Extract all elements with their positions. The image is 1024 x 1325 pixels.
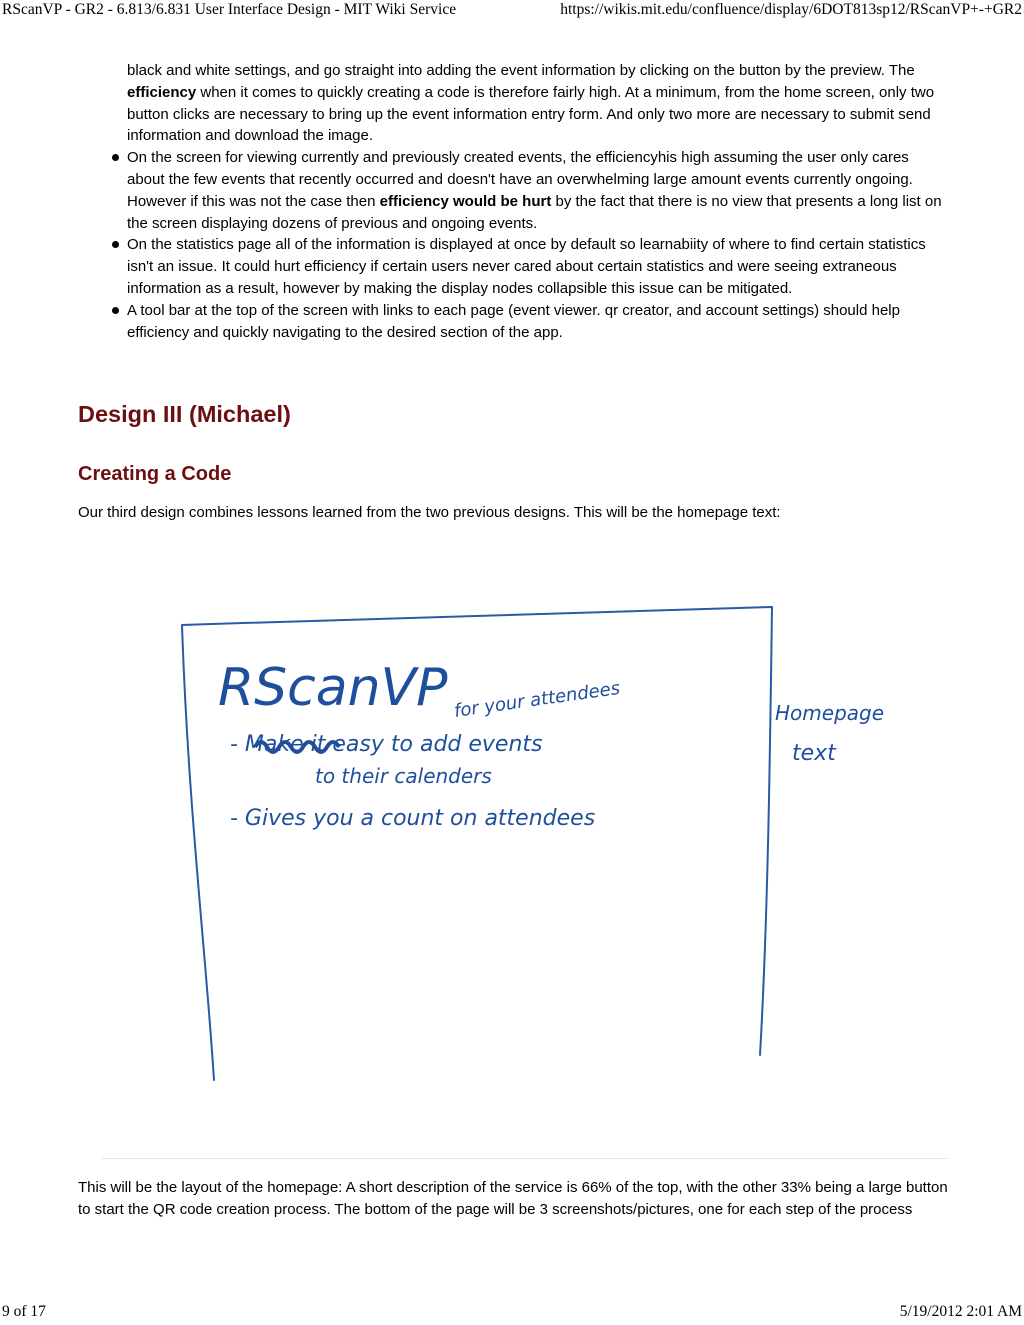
sketch-side-label-2: text <box>792 741 836 766</box>
page-title-header: RScanVP - GR2 - 6.813/6.831 User Interface Design - MIT Wiki Service <box>2 1 457 18</box>
sketch-side-label-1: Homepage <box>775 701 885 725</box>
sketch-line-1: - Make it easy to add events <box>230 732 543 757</box>
page-url-header: https://wikis.mit.edu/confluence/display/6DOT813sp12/RScanVP+-+GR2 <box>560 1 1022 18</box>
subsection-heading: Creating a Code <box>78 463 232 485</box>
homepage-sketch-image <box>100 555 960 1155</box>
bullet-dot-icon <box>112 307 119 314</box>
sketch-line-2: - Gives you a count on attendees <box>230 806 596 831</box>
list-item-text: On the statistics page all of the information is displayed at once by default so learnabiity of where to find certain statistics isn't an issue. It could hurt efficiency if certain users never cared about certain statistics and were seeing extraneous information as a result, however by making the display nodes collapsible this issue can be mitigated. <box>127 236 926 297</box>
image-bottom-edge <box>102 1158 947 1159</box>
list-item <box>127 147 949 234</box>
list-item-text: On the screen for viewing currently and previously created events, the efficiencyhis high assuming the user only cares about the few events that recently occurred and doesn't have an overwhelming large amount events currently ongoing. However if this was not the case then <box>127 149 913 210</box>
bullet-dot-icon <box>112 241 119 248</box>
list-item-text: by the fact that there is no view that presents a long list on the screen displaying dozens of previous and ongoing events. <box>127 192 942 232</box>
sketch-insert-note: for your attendees <box>452 677 622 722</box>
sketch-line-1b: to their calenders <box>315 764 492 788</box>
print-footer <box>0 1302 1024 1324</box>
layout-paragraph: This will be the layout of the homepage: A short description of the service is 66% of the top, with the other 33% being a large button to start the QR code creation process. The bottom of the page will be 3 screenshots/pictures, one for each step of the process <box>78 1179 948 1218</box>
paragraph-text: when it comes to quickly creating a code is therefore fairly high. At a minimum, from the home screen, only two button clicks are necessary to bring up the event information entry form. And only two more are necessary to submit send information and download the image. <box>127 83 935 145</box>
paragraph-text: black and white settings, and go straight into adding the event information by clicking on the button by the preview. The <box>127 62 915 79</box>
article-body <box>78 60 958 343</box>
bullet-dot-icon <box>112 154 119 161</box>
bold-term: efficiency <box>127 83 197 101</box>
bold-term: efficiency would be hurt <box>379 192 552 210</box>
print-header <box>0 0 1024 22</box>
list-item-text: A tool bar at the top of the screen with links to each page (event viewer. qr creator, and account settings) should help efficiency and quickly navigating to the desired section of the app. <box>127 301 900 341</box>
section-heading: Design III (Michael) <box>78 401 291 427</box>
continued-paragraph <box>127 60 947 147</box>
intro-paragraph: Our third design combines lessons learned from the two previous designs. This will be the homepage text: <box>78 504 781 521</box>
bullet-list <box>78 147 958 343</box>
list-item <box>127 300 949 344</box>
page-number: 9 of 17 <box>2 1303 46 1320</box>
print-datetime: 5/19/2012 2:01 AM <box>899 1303 1022 1320</box>
sketch-title: RScanVP <box>218 658 448 718</box>
list-item <box>127 234 949 299</box>
